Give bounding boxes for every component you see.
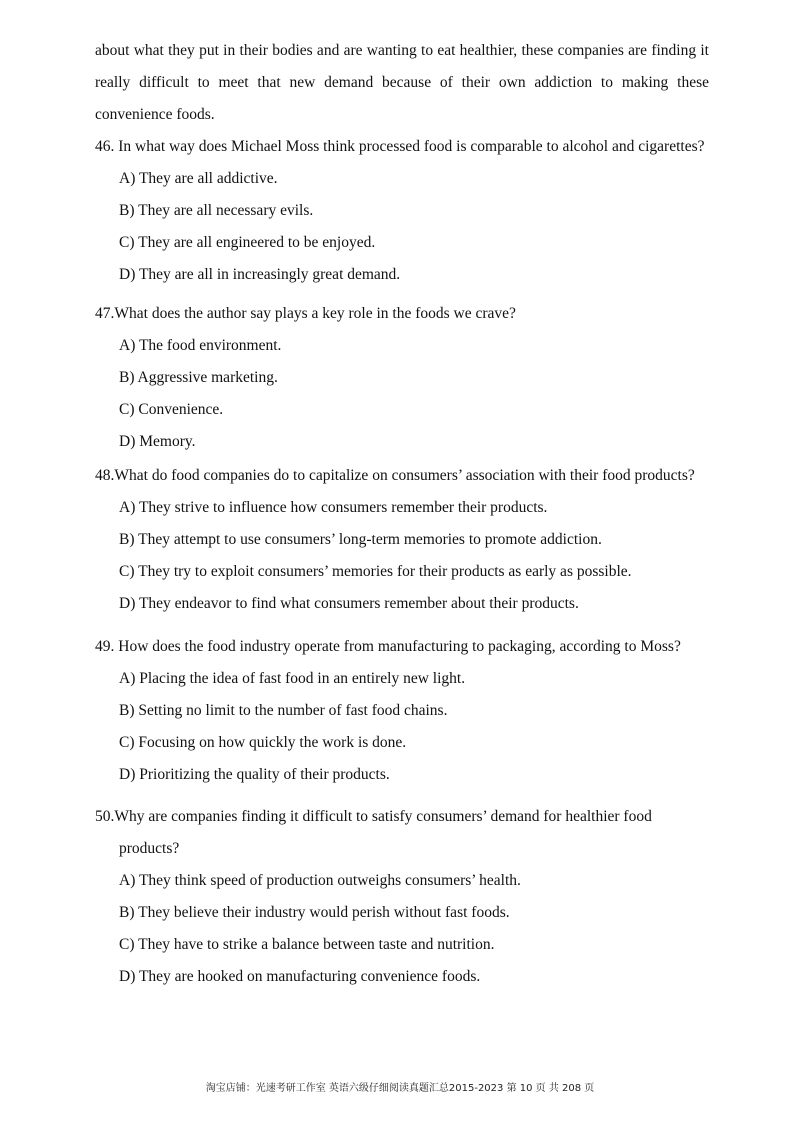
question-46	[95, 131, 715, 291]
passage-continuation: about what they put in their bodies and are wanting to eat healthier, these companies are finding it really difficult to meet that new demand because of their own addiction to making these convenience foods.	[95, 42, 709, 123]
option-a: A) They think speed of production outweighs consumers’ health.	[119, 872, 521, 889]
option-d: D) They are all in increasingly great demand.	[119, 266, 401, 283]
question-49	[95, 631, 715, 791]
question-48	[95, 460, 715, 620]
option-d: D) They endeavor to find what consumers remember about their products.	[119, 595, 579, 612]
option-d: D) Memory.	[119, 433, 196, 450]
question-stem-continuation: products?	[119, 840, 180, 857]
option-c: C) Focusing on how quickly the work is done.	[119, 734, 407, 751]
option-b: B) Setting no limit to the number of fast food chains.	[119, 702, 448, 719]
option-c: C) They have to strike a balance between taste and nutrition.	[119, 936, 495, 953]
question-stem: 49. How does the food industry operate from manufacturing to packaging, according to Moss?	[95, 638, 681, 655]
option-d: D) They are hooked on manufacturing convenience foods.	[119, 968, 481, 985]
option-b: B) They believe their industry would perish without fast foods.	[119, 904, 510, 921]
question-stem: 46. In what way does Michael Moss think processed food is comparable to alcohol and cigarettes?	[95, 138, 705, 155]
option-c: C) They are all engineered to be enjoyed.	[119, 234, 376, 251]
option-b: B) They are all necessary evils.	[119, 202, 314, 219]
question-stem: 50.Why are companies finding it difficult to satisfy consumers’ demand for healthier food	[95, 808, 652, 825]
question-47	[95, 298, 715, 458]
question-stem: 47.What does the author say plays a key role in the foods we crave?	[95, 305, 516, 322]
page-footer: 淘宝店铺：光速考研工作室 英语六级仔细阅读真题汇总2015-2023 第 10 页 共 208 页	[205, 1083, 595, 1094]
option-a: A) They are all addictive.	[119, 170, 278, 187]
option-a: A) The food environment.	[119, 337, 282, 354]
option-d: D) Prioritizing the quality of their products.	[119, 766, 390, 783]
option-a: A) Placing the idea of fast food in an entirely new light.	[119, 670, 466, 687]
question-50	[95, 801, 715, 993]
option-c: C) Convenience.	[119, 401, 224, 418]
option-c: C) They try to exploit consumers’ memories for their products as early as possible.	[119, 563, 632, 580]
option-b: B) Aggressive marketing.	[119, 369, 278, 386]
option-a: A) They strive to influence how consumers remember their products.	[119, 499, 548, 516]
option-b: B) They attempt to use consumers’ long-term memories to promote addiction.	[119, 531, 602, 548]
question-stem: 48.What do food companies do to capitalize on consumers’ association with their food products?	[95, 467, 695, 484]
